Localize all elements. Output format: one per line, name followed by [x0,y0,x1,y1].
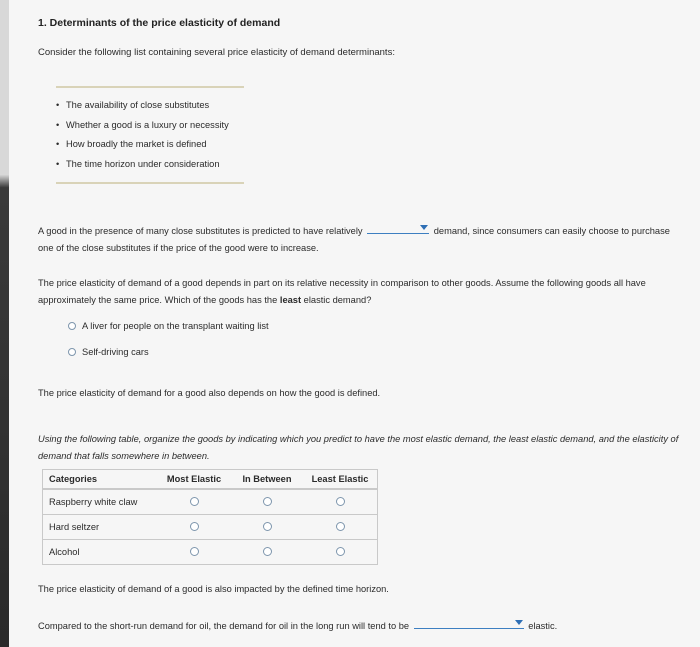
row-label: Hard seltzer [43,515,158,540]
list-item: • How broadly the market is defined [56,135,244,155]
intro-text: Consider the following list containing several price elasticity of demand determinants: [38,47,395,58]
option-label: Self-driving cars [82,347,149,357]
oil-elasticity-dropdown[interactable] [414,619,524,629]
radio-button[interactable] [68,348,76,356]
oil-question [38,619,693,631]
cell-least-elastic [303,540,378,565]
list-item: • Whether a good is a luxury or necessity [56,116,244,136]
radio-button[interactable] [263,547,272,556]
list-item: • The availability of close substitutes [56,96,244,116]
question-title: 1. Determinants of the price elasticity of demand [38,17,281,29]
row-label: Alcohol [43,540,158,565]
necessity-text-after: elastic demand? [303,295,372,305]
table-row [43,489,378,515]
header-categories: Categories [43,470,158,490]
radio-button[interactable] [336,547,345,556]
substitutes-text-after: demand, since consumers can easily choose to purchase one of the close substitutes if the price of the good were to increase. [38,226,670,253]
table-row [43,515,378,540]
cell-in-between [231,540,303,565]
header-least-elastic: Least Elastic [303,470,378,490]
table-header-row [43,470,378,490]
substitutes-dropdown[interactable] [367,224,429,234]
radio-button[interactable] [263,522,272,531]
table-row [43,540,378,565]
determinants-box [56,86,244,184]
table-instruction: Using the following table, organize the goods by indicating which you predict to have the most elastic demand, the least elastic demand, and the elasticity of demand that falls somewhere in between. [38,434,679,461]
radio-button[interactable] [336,522,345,531]
cell-most-elastic [157,540,231,565]
cell-most-elastic [157,515,231,540]
substitutes-text-before: A good in the presence of many close substitutes is predicted to have relatively [38,226,363,236]
oil-text-before: Compared to the short-run demand for oil, the demand for oil in the long run will tend to be [38,621,410,631]
cell-least-elastic [303,489,378,515]
cell-in-between [231,515,303,540]
radio-button[interactable] [190,497,199,506]
header-in-between: In Between [231,470,303,490]
cell-in-between [231,489,303,515]
time-horizon-text: The price elasticity of demand of a good is also impacted by the defined time horizon. [38,584,389,594]
cell-most-elastic [157,489,231,515]
goods-table [42,469,378,565]
determinants-list [56,88,244,182]
bottom-rule [56,182,244,184]
necessity-question [38,275,693,309]
oil-text-after: elastic. [528,621,558,631]
list-item: • The time horizon under consideration [56,155,244,175]
radio-button[interactable] [263,497,272,506]
necessity-text-before: The price elasticity of demand of a good depends in part on its relative necessity in comparison to other goods. Assume the following goods all have approximately the same price. Which of the goods has the [38,278,646,305]
window-edge [0,0,9,647]
market-text: The price elasticity of demand for a good also depends on how the good is defined. [38,388,381,398]
substitutes-question [38,223,678,257]
necessity-bold: least [279,295,302,305]
dropdown-arrow-icon [515,620,523,625]
dropdown-arrow-icon [420,225,428,230]
radio-button[interactable] [190,547,199,556]
radio-button[interactable] [68,322,76,330]
option-liver[interactable] [68,321,269,331]
radio-button[interactable] [190,522,199,531]
option-self-driving-cars[interactable] [68,347,149,357]
cell-least-elastic [303,515,378,540]
row-label: Raspberry white claw [43,489,158,515]
option-label: A liver for people on the transplant waiting list [82,321,269,331]
header-most-elastic: Most Elastic [157,470,231,490]
radio-button[interactable] [336,497,345,506]
